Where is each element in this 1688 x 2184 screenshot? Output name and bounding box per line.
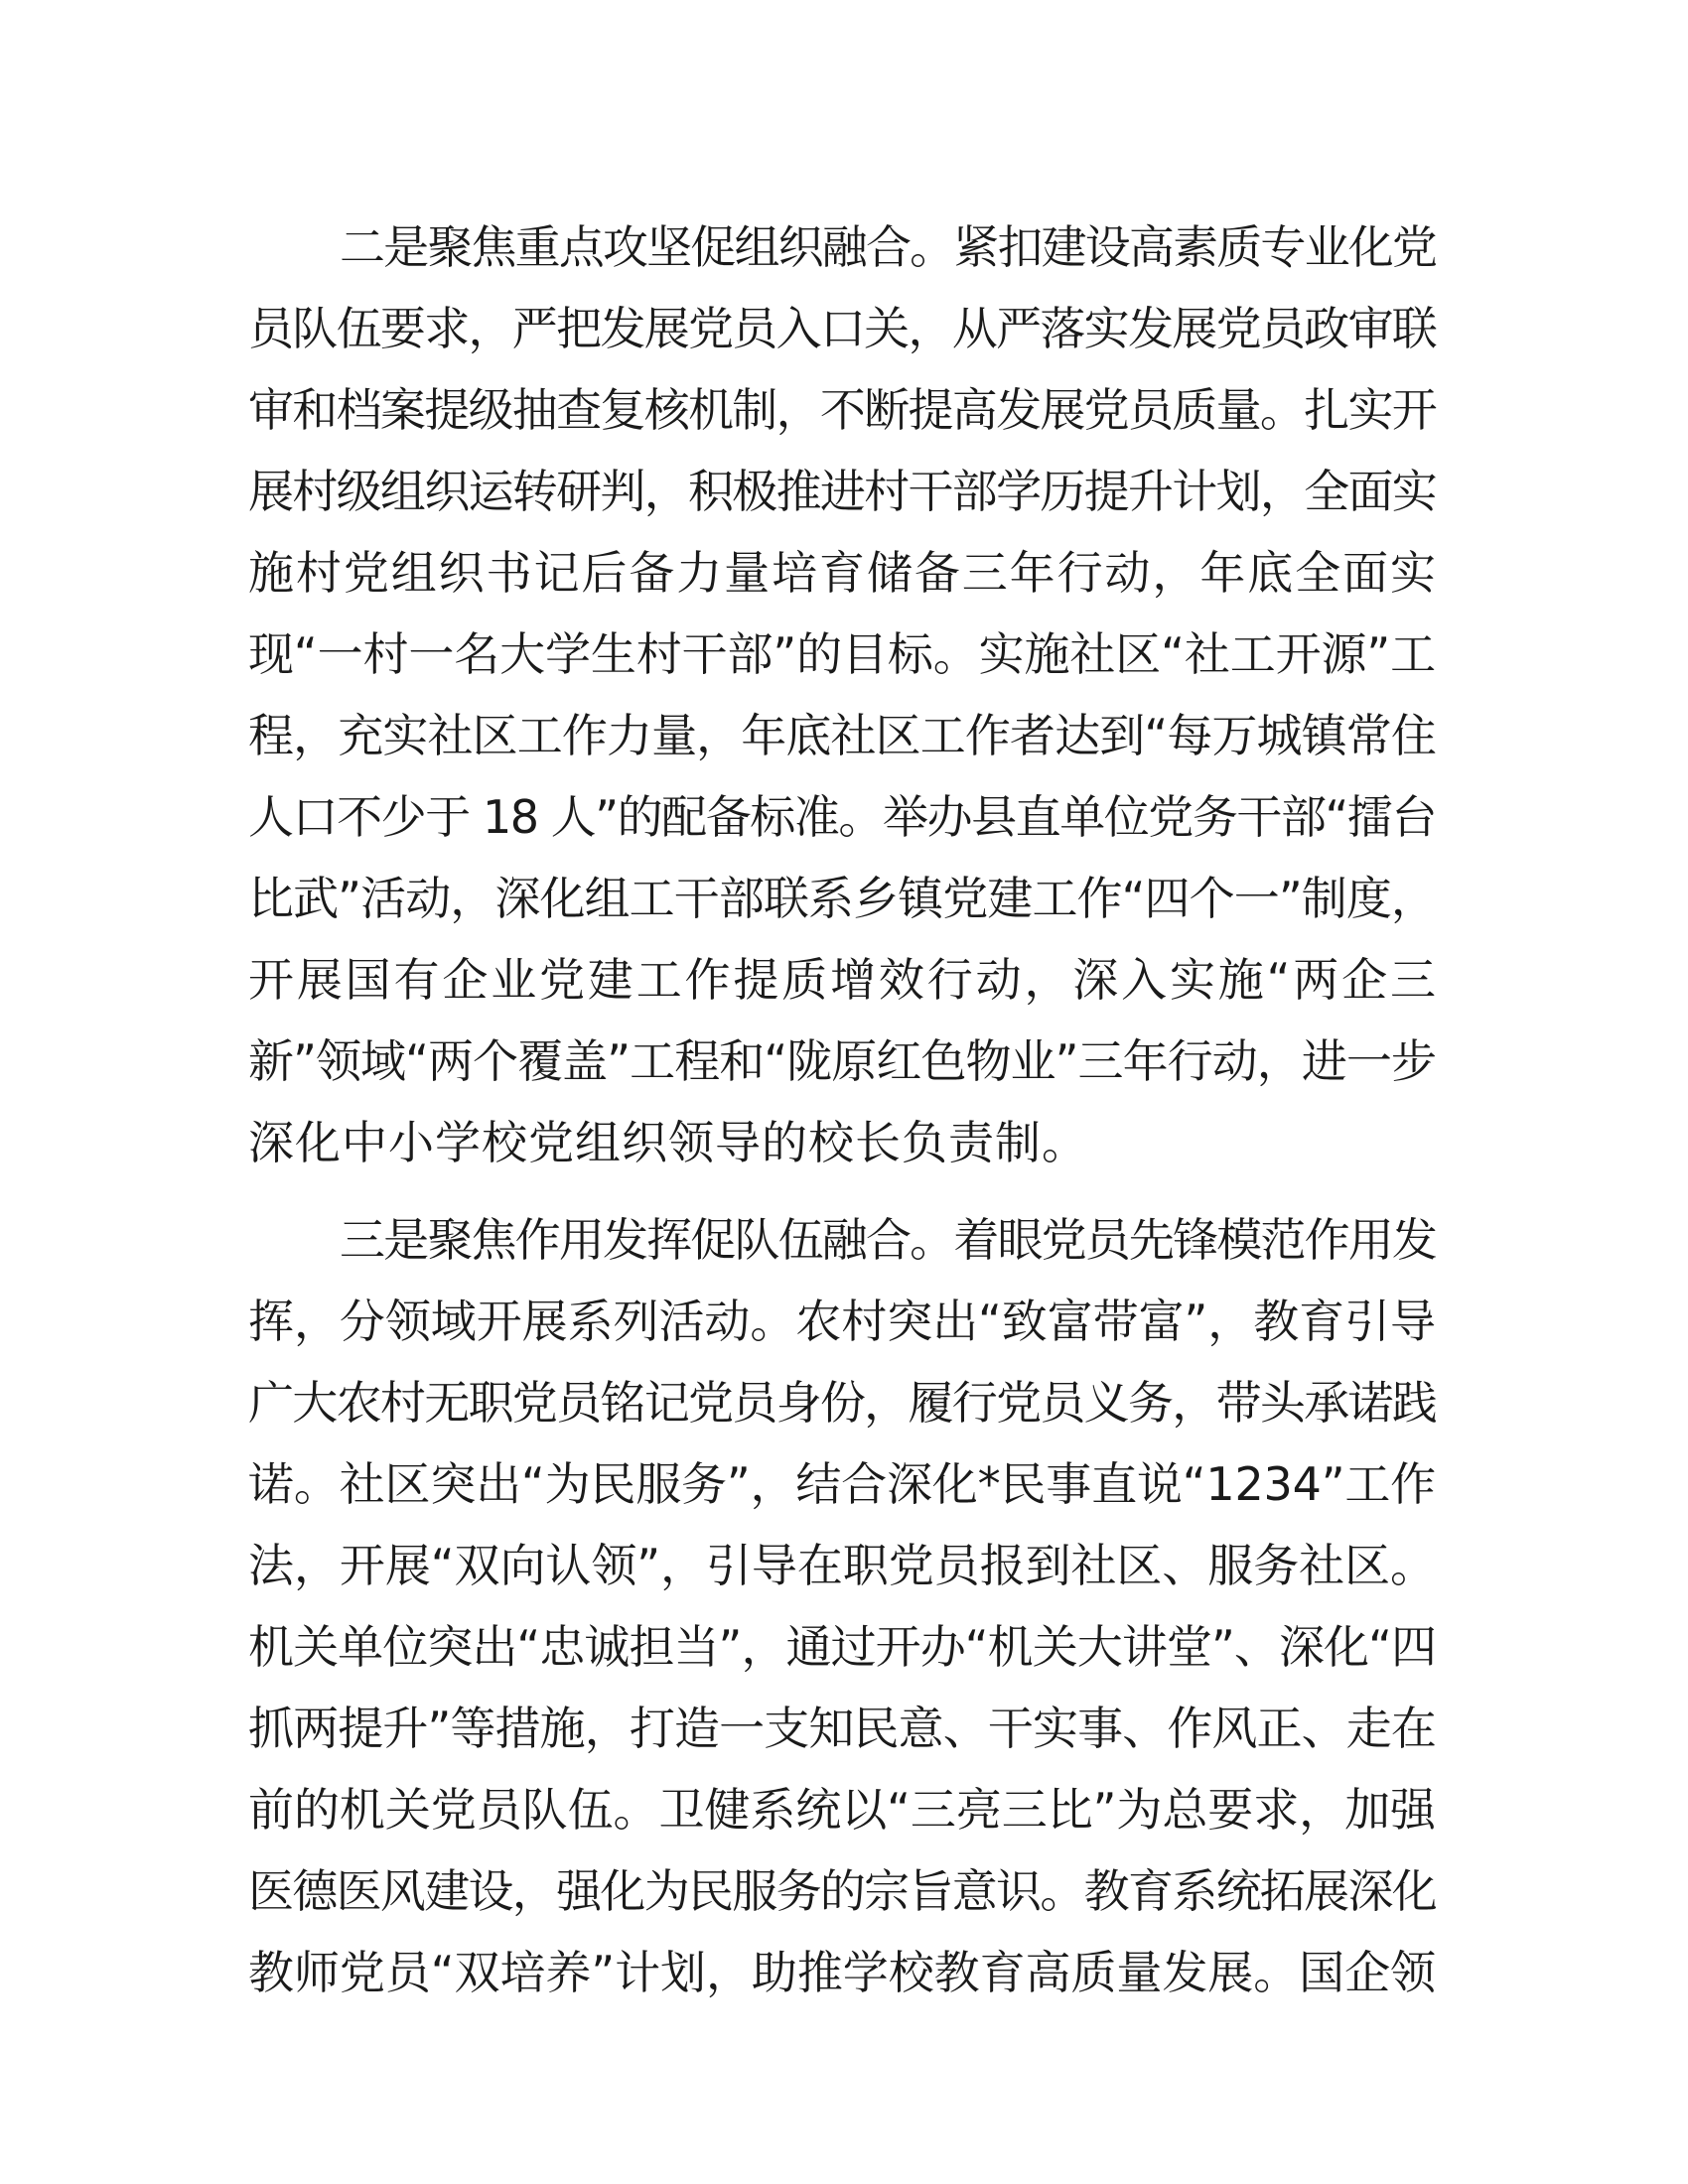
text-line: 审和档案提级抽查复核机制，不断提高发展党员质量。扎实开 xyxy=(248,383,1436,437)
paragraph-team-integration xyxy=(248,1199,1436,2013)
text-line: 抓两提升”等措施，打造一支知民意、干实事、作风正、走在 xyxy=(248,1702,1436,1755)
text-line: 人口不少于 18 人”的配备标准。举办县直单位党务干部“擂台 xyxy=(248,790,1436,844)
text-line: 挥，分领域开展系列活动。农村突出“致富带富”，教育引导 xyxy=(248,1295,1436,1348)
text-line: 现“一村一名大学生村干部”的目标。实施社区“社工开源”工 xyxy=(248,627,1436,681)
text-line: 深化中小学校党组织领导的校长负责制。 xyxy=(248,1116,1088,1169)
text-line: 三是聚焦作用发挥促队伍融合。着眼党员先锋模范作用发 xyxy=(340,1213,1436,1267)
body-text xyxy=(248,206,1436,2013)
text-line: 开展国有企业党建工作提质增效行动，深入实施“两企三 xyxy=(248,953,1436,1007)
text-line: 法，开展“双向认领”，引导在职党员报到社区、服务社区。 xyxy=(248,1539,1436,1592)
text-line: 展村级组织运转研判，积极推进村干部学历提升计划，全面实 xyxy=(248,465,1436,518)
text-line: 广大农村无职党员铭记党员身份，履行党员义务，带头承诺践 xyxy=(248,1376,1436,1430)
text-line: 程，充实社区工作力量，年底社区工作者达到“每万城镇常住 xyxy=(248,709,1436,762)
text-line: 二是聚焦重点攻坚促组织融合。紧扣建设高素质专业化党 xyxy=(340,220,1436,274)
text-line: 员队伍要求，严把发展党员入口关，从严落实发展党员政审联 xyxy=(248,302,1436,355)
text-line: 比武”活动，深化组工干部联系乡镇党建工作“四个一”制度， xyxy=(248,872,1436,925)
paragraph-organization-integration xyxy=(248,206,1436,1183)
text-line: 机关单位突出“忠诚担当”，通过开办“机关大讲堂”、深化“四 xyxy=(248,1620,1436,1674)
text-line: 新”领域“两个覆盖”工程和“陇原红色物业”三年行动，进一步 xyxy=(248,1034,1436,1088)
text-line: 医德医风建设，强化为民服务的宗旨意识。教育系统拓展深化 xyxy=(248,1864,1436,1918)
text-line: 施村党组织书记后备力量培育储备三年行动，年底全面实 xyxy=(248,546,1436,600)
text-line: 教师党员“双培养”计划，助推学校教育高质量发展。国企领 xyxy=(248,1946,1436,1999)
text-line: 前的机关党员队伍。卫健系统以“三亮三比”为总要求，加强 xyxy=(248,1783,1436,1837)
text-line: 诺。社区突出“为民服务”，结合深化*民事直说“1234”工作 xyxy=(248,1457,1436,1511)
